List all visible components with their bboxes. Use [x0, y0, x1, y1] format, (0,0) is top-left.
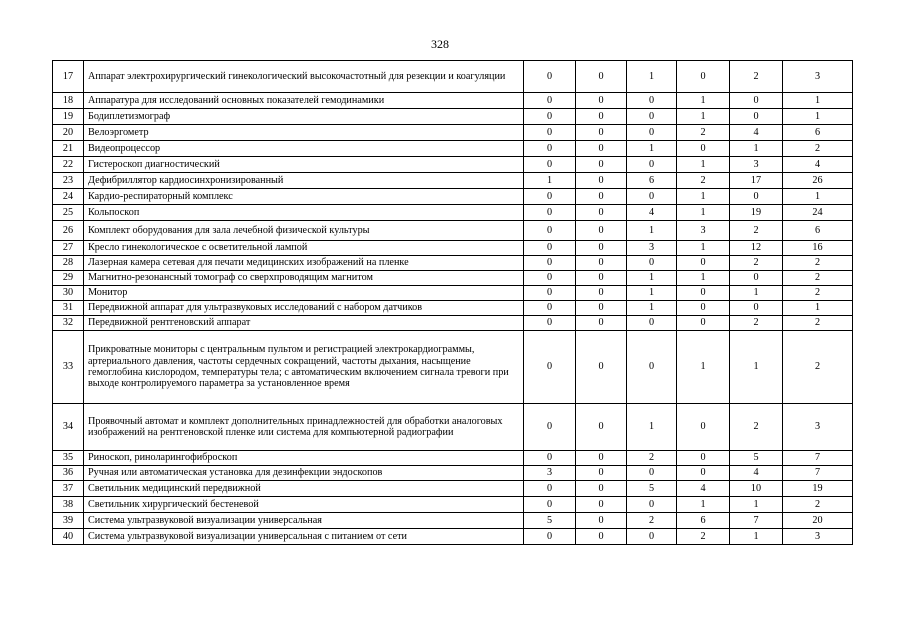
value-cell: 1 [524, 173, 576, 189]
value-cell: 2 [783, 497, 853, 513]
value-cell: 1 [677, 241, 730, 256]
value-cell: 1 [677, 189, 730, 205]
equipment-name: Риноскоп, риноларингофиброскоп [84, 451, 524, 466]
value-cell: 0 [627, 125, 677, 141]
equipment-name: Проявочный автомат и комплект дополнительных принадлежностей для обработки аналоговых изображений на рентгеновской пленке или система для компьютерной радиографии [84, 404, 524, 451]
table-row [53, 513, 853, 529]
row-number: 37 [53, 481, 84, 497]
value-cell: 1 [677, 497, 730, 513]
value-cell: 0 [576, 157, 627, 173]
value-cell: 1 [627, 286, 677, 301]
table-row [53, 271, 853, 286]
table-row [53, 157, 853, 173]
value-cell: 0 [627, 157, 677, 173]
value-cell: 0 [524, 93, 576, 109]
value-cell: 1 [783, 93, 853, 109]
value-cell: 0 [627, 497, 677, 513]
value-cell: 2 [627, 513, 677, 529]
value-cell: 1 [783, 109, 853, 125]
value-cell: 0 [677, 451, 730, 466]
equipment-name: Аппарат электрохирургический гинекологический высокочастотный для резекции и коагуляции [84, 61, 524, 93]
value-cell: 0 [627, 529, 677, 545]
table-row [53, 256, 853, 271]
value-cell: 16 [783, 241, 853, 256]
row-number: 21 [53, 141, 84, 157]
value-cell: 3 [783, 404, 853, 451]
value-cell: 0 [576, 141, 627, 157]
table-row [53, 331, 853, 404]
value-cell: 0 [576, 173, 627, 189]
value-cell: 0 [627, 466, 677, 481]
table-row [53, 466, 853, 481]
row-number: 24 [53, 189, 84, 205]
value-cell: 1 [730, 286, 783, 301]
equipment-name: Кресло гинекологическое с осветительной лампой [84, 241, 524, 256]
value-cell: 0 [524, 221, 576, 241]
value-cell: 6 [783, 221, 853, 241]
equipment-name: Гистероскоп диагностический [84, 157, 524, 173]
row-number: 27 [53, 241, 84, 256]
value-cell: 3 [524, 466, 576, 481]
table-row [53, 173, 853, 189]
equipment-name: Система ультразвуковой визуализации универсальная [84, 513, 524, 529]
equipment-name: Лазерная камера сетевая для печати медицинских изображений на пленке [84, 256, 524, 271]
row-number: 26 [53, 221, 84, 241]
value-cell: 0 [524, 205, 576, 221]
value-cell: 0 [677, 466, 730, 481]
equipment-name: Светильник хирургический бестеневой [84, 497, 524, 513]
value-cell: 2 [783, 141, 853, 157]
row-number: 40 [53, 529, 84, 545]
row-number: 32 [53, 316, 84, 331]
value-cell: 3 [783, 529, 853, 545]
value-cell: 1 [627, 301, 677, 316]
value-cell: 0 [576, 301, 627, 316]
value-cell: 0 [576, 513, 627, 529]
value-cell: 0 [524, 241, 576, 256]
value-cell: 0 [576, 529, 627, 545]
value-cell: 0 [677, 141, 730, 157]
value-cell: 3 [730, 157, 783, 173]
value-cell: 5 [627, 481, 677, 497]
value-cell: 3 [783, 61, 853, 93]
value-cell: 0 [627, 331, 677, 404]
equipment-name: Бодиплетизмограф [84, 109, 524, 125]
value-cell: 0 [576, 271, 627, 286]
value-cell: 0 [576, 125, 627, 141]
value-cell: 0 [677, 316, 730, 331]
value-cell: 6 [783, 125, 853, 141]
value-cell: 0 [576, 256, 627, 271]
value-cell: 12 [730, 241, 783, 256]
table-row [53, 141, 853, 157]
value-cell: 3 [627, 241, 677, 256]
value-cell: 1 [627, 61, 677, 93]
value-cell: 10 [730, 481, 783, 497]
value-cell: 4 [677, 481, 730, 497]
row-number: 22 [53, 157, 84, 173]
value-cell: 1 [677, 331, 730, 404]
value-cell: 0 [627, 316, 677, 331]
row-number: 33 [53, 331, 84, 404]
value-cell: 1 [730, 141, 783, 157]
value-cell: 2 [730, 404, 783, 451]
value-cell: 17 [730, 173, 783, 189]
value-cell: 26 [783, 173, 853, 189]
value-cell: 20 [783, 513, 853, 529]
row-number: 39 [53, 513, 84, 529]
value-cell: 0 [524, 256, 576, 271]
value-cell: 2 [730, 61, 783, 93]
value-cell: 1 [730, 331, 783, 404]
value-cell: 4 [730, 125, 783, 141]
value-cell: 0 [524, 301, 576, 316]
row-number: 18 [53, 93, 84, 109]
value-cell: 24 [783, 205, 853, 221]
value-cell: 0 [576, 404, 627, 451]
value-cell: 1 [677, 157, 730, 173]
value-cell: 1 [627, 221, 677, 241]
row-number: 35 [53, 451, 84, 466]
value-cell: 0 [627, 256, 677, 271]
table-row [53, 529, 853, 545]
value-cell: 2 [677, 125, 730, 141]
value-cell: 1 [627, 141, 677, 157]
value-cell: 2 [783, 286, 853, 301]
table-row [53, 125, 853, 141]
value-cell: 0 [576, 189, 627, 205]
page-number: 328 [431, 37, 449, 51]
value-cell: 0 [576, 331, 627, 404]
table-row [53, 109, 853, 125]
equipment-name: Комплект оборудования для зала лечебной физической культуры [84, 221, 524, 241]
value-cell: 0 [576, 466, 627, 481]
table-row [53, 61, 853, 93]
equipment-name: Аппаратура для исследований основных показателей гемодинамики [84, 93, 524, 109]
equipment-name: Велоэргометр [84, 125, 524, 141]
value-cell: 7 [730, 513, 783, 529]
value-cell: 2 [730, 256, 783, 271]
table-row [53, 497, 853, 513]
value-cell: 2 [783, 331, 853, 404]
value-cell: 2 [783, 316, 853, 331]
row-number: 20 [53, 125, 84, 141]
value-cell: 0 [730, 189, 783, 205]
value-cell: 19 [783, 481, 853, 497]
equipment-name: Видеопроцессор [84, 141, 524, 157]
equipment-name: Магнитно-резонансный томограф со сверхпроводящим магнитом [84, 271, 524, 286]
value-cell: 0 [576, 221, 627, 241]
value-cell: 1 [627, 271, 677, 286]
value-cell: 1 [677, 109, 730, 125]
equipment-name: Дефибриллятор кардиосинхронизированный [84, 173, 524, 189]
value-cell: 1 [730, 497, 783, 513]
value-cell: 0 [677, 61, 730, 93]
equipment-table [52, 60, 853, 545]
value-cell: 4 [730, 466, 783, 481]
row-number: 23 [53, 173, 84, 189]
value-cell: 0 [524, 189, 576, 205]
value-cell: 0 [677, 256, 730, 271]
value-cell: 0 [524, 331, 576, 404]
value-cell: 0 [576, 241, 627, 256]
value-cell: 0 [730, 109, 783, 125]
value-cell: 0 [677, 301, 730, 316]
row-number: 29 [53, 271, 84, 286]
equipment-name: Светильник медицинский передвижной [84, 481, 524, 497]
row-number: 34 [53, 404, 84, 451]
table-row [53, 316, 853, 331]
value-cell: 1 [783, 189, 853, 205]
equipment-name: Монитор [84, 286, 524, 301]
value-cell: 0 [730, 301, 783, 316]
row-number: 36 [53, 466, 84, 481]
value-cell: 0 [524, 481, 576, 497]
table-row [53, 451, 853, 466]
value-cell: 0 [576, 497, 627, 513]
value-cell: 0 [524, 529, 576, 545]
equipment-name: Передвижной рентгеновский аппарат [84, 316, 524, 331]
value-cell: 1 [677, 205, 730, 221]
table-row [53, 241, 853, 256]
value-cell: 0 [627, 189, 677, 205]
value-cell: 2 [627, 451, 677, 466]
row-number: 25 [53, 205, 84, 221]
equipment-name: Передвижной аппарат для ультразвуковых исследований с набором датчиков [84, 301, 524, 316]
value-cell: 2 [730, 316, 783, 331]
value-cell: 0 [576, 109, 627, 125]
table-row [53, 286, 853, 301]
equipment-name: Прикроватные мониторы с центральным пультом и регистрацией электрокардиограммы, артериального давления, частоты сердечных сокращений, частоты дыхания, насыщение гемоглобина кислородом, температуры тела; с автоматическим включением сигнала тревоги при выходе контролируемого параметра за установленное время [84, 331, 524, 404]
value-cell: 0 [524, 109, 576, 125]
value-cell: 0 [576, 286, 627, 301]
value-cell: 0 [524, 157, 576, 173]
value-cell: 0 [576, 61, 627, 93]
value-cell: 2 [677, 173, 730, 189]
value-cell: 0 [576, 451, 627, 466]
value-cell: 1 [783, 301, 853, 316]
equipment-name: Кардио-респираторный комплекс [84, 189, 524, 205]
table-row [53, 404, 853, 451]
value-cell: 0 [576, 316, 627, 331]
value-cell: 0 [576, 481, 627, 497]
value-cell: 2 [677, 529, 730, 545]
table-row [53, 481, 853, 497]
row-number: 38 [53, 497, 84, 513]
value-cell: 3 [677, 221, 730, 241]
equipment-name: Ручная или автоматическая установка для дезинфекции эндоскопов [84, 466, 524, 481]
value-cell: 0 [677, 404, 730, 451]
value-cell: 0 [677, 286, 730, 301]
value-cell: 5 [524, 513, 576, 529]
value-cell: 0 [524, 404, 576, 451]
value-cell: 6 [677, 513, 730, 529]
table-row [53, 189, 853, 205]
value-cell: 5 [730, 451, 783, 466]
value-cell: 0 [524, 271, 576, 286]
value-cell: 0 [576, 205, 627, 221]
table-row [53, 205, 853, 221]
table-row [53, 221, 853, 241]
value-cell: 19 [730, 205, 783, 221]
row-number: 28 [53, 256, 84, 271]
value-cell: 0 [627, 93, 677, 109]
row-number: 31 [53, 301, 84, 316]
value-cell: 2 [783, 256, 853, 271]
value-cell: 1 [677, 271, 730, 286]
value-cell: 0 [524, 141, 576, 157]
row-number: 30 [53, 286, 84, 301]
value-cell: 7 [783, 451, 853, 466]
value-cell: 0 [524, 286, 576, 301]
value-cell: 0 [730, 93, 783, 109]
equipment-name: Кольпоскоп [84, 205, 524, 221]
row-number: 19 [53, 109, 84, 125]
value-cell: 0 [730, 271, 783, 286]
value-cell: 4 [627, 205, 677, 221]
value-cell: 7 [783, 466, 853, 481]
value-cell: 0 [524, 125, 576, 141]
value-cell: 0 [576, 93, 627, 109]
value-cell: 1 [730, 529, 783, 545]
value-cell: 4 [783, 157, 853, 173]
value-cell: 1 [627, 404, 677, 451]
value-cell: 0 [524, 451, 576, 466]
equipment-name: Система ультразвуковой визуализации универсальная с питанием от сети [84, 529, 524, 545]
value-cell: 0 [524, 316, 576, 331]
value-cell: 0 [627, 109, 677, 125]
value-cell: 2 [730, 221, 783, 241]
value-cell: 1 [677, 93, 730, 109]
value-cell: 0 [524, 61, 576, 93]
value-cell: 2 [783, 271, 853, 286]
value-cell: 0 [524, 497, 576, 513]
row-number: 17 [53, 61, 84, 93]
value-cell: 6 [627, 173, 677, 189]
table-row [53, 301, 853, 316]
table-row [53, 93, 853, 109]
